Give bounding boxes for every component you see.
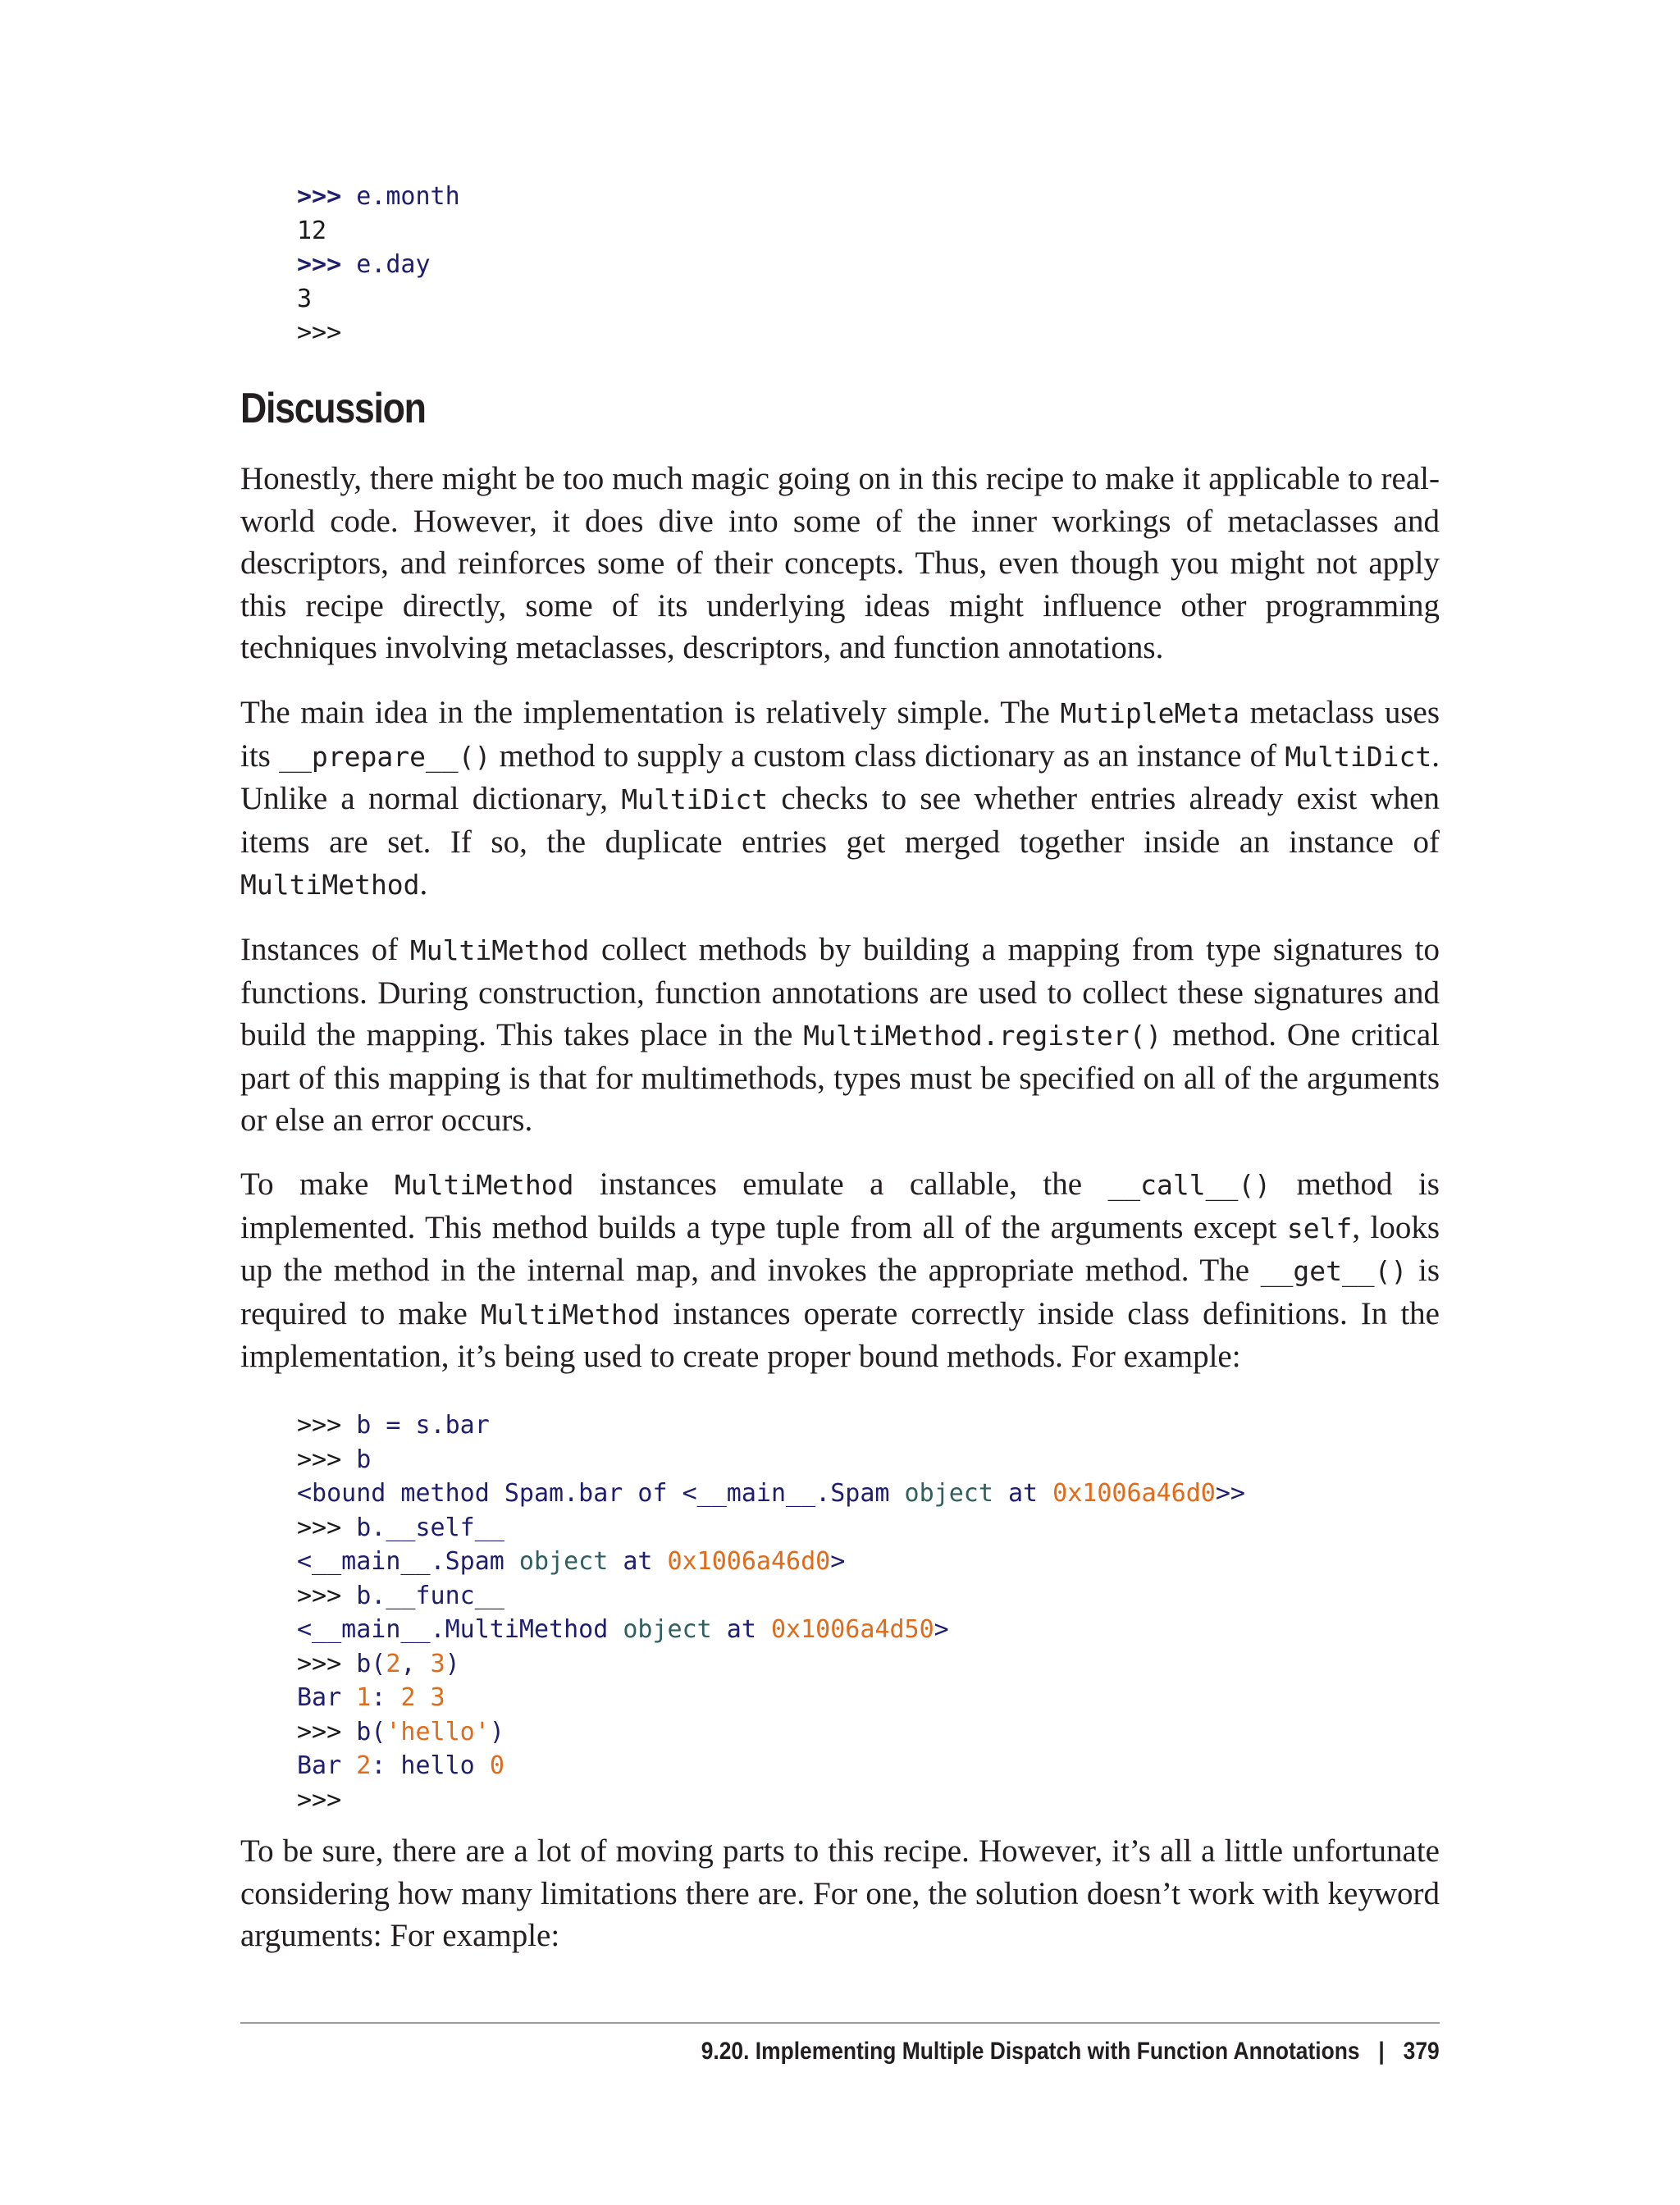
code-string: 'hello' — [386, 1717, 490, 1746]
inline-code: self — [1286, 1212, 1353, 1244]
code-prompt: >>> — [297, 1411, 342, 1440]
inline-code: MultiDict — [621, 783, 769, 815]
code-output: <__main__.MultiMethod — [297, 1615, 609, 1644]
code-output: at — [623, 1547, 653, 1576]
code-line — [297, 282, 460, 317]
code-line — [297, 1613, 1245, 1647]
section-heading: Discussion — [240, 385, 426, 432]
para-text: instances emulate a callable, the — [573, 1166, 1108, 1202]
code-prompt: >>> — [297, 250, 342, 279]
code-input: ) — [489, 1717, 504, 1746]
inline-code: __get__() — [1260, 1255, 1408, 1287]
code-input: b — [356, 1445, 372, 1474]
para-text: checks to see whether entries already exist when items are set. If so, the duplicate entries get merged together inside an instance of — [240, 781, 1440, 860]
code-input: b.__self__ — [356, 1513, 504, 1542]
code-output: 12 — [297, 216, 327, 245]
code-prompt: >>> — [297, 1785, 342, 1815]
para-text: is required to make — [240, 1253, 1440, 1331]
code-line — [297, 1715, 1245, 1750]
code-line — [297, 1545, 1245, 1579]
code-number: 2 3 — [400, 1683, 445, 1712]
code-line — [297, 248, 460, 282]
paragraph-1: Honestly, there might be too much magic going on in this recipe to make it applicable to real-world code. However, it does dive into some of the inner workings of metaclasses and descriptors, and reinforces some of their concepts. Thus, even though you might not apply this recipe directly, some of its underlying ideas might influence other programming techniques involving metaclasses, descriptors, and function annotations. — [240, 461, 1440, 665]
code-output: > — [934, 1615, 949, 1644]
code-prompt: >>> — [297, 1445, 342, 1474]
code-number: 1 — [356, 1683, 372, 1712]
code-prompt: >>> — [297, 182, 342, 211]
para-text: Instances of — [240, 932, 410, 967]
code-output: at — [1007, 1479, 1039, 1508]
para-text: method is implemented. This method builds a type tuple from all of the arguments except — [240, 1166, 1440, 1245]
inline-code: __prepare__() — [279, 740, 491, 773]
para-text: method to supply a custom class dictionary as an instance of — [491, 737, 1285, 774]
page-footer — [701, 2038, 1440, 2066]
para-text: . — [419, 866, 428, 902]
code-input: ) — [445, 1649, 460, 1678]
code-output: >> — [1215, 1479, 1245, 1508]
code-prompt: >>> — [297, 1717, 342, 1746]
code-output: : hello — [371, 1751, 490, 1780]
code-line — [297, 1579, 1245, 1614]
footer-rule — [240, 2022, 1440, 2024]
code-line — [297, 1443, 1245, 1477]
inline-code: MultiMethod — [480, 1298, 660, 1331]
code-line — [297, 1647, 1245, 1682]
code-output: Bar — [297, 1683, 357, 1712]
code-line — [297, 1511, 1245, 1545]
code-output: object — [608, 1615, 727, 1644]
page-number: 379 — [1403, 2038, 1440, 2065]
inline-code: MultiMethod — [394, 1169, 574, 1201]
code-line — [297, 180, 460, 214]
inline-code: __call__() — [1107, 1169, 1271, 1201]
code-prompt: >>> — [297, 1513, 342, 1542]
code-input: b = s.bar — [356, 1411, 490, 1440]
para-text: The main idea in the implementation is relatively simple. The — [240, 695, 1061, 730]
code-line — [297, 1783, 1245, 1818]
code-output: 3 — [297, 284, 313, 313]
code-input: b( — [356, 1717, 386, 1746]
inline-code: MultiMethod — [240, 869, 420, 901]
code-input: b( — [356, 1649, 386, 1678]
inline-code: MutipleMeta — [1060, 697, 1239, 729]
code-number: 0 — [489, 1751, 504, 1780]
code-output: : — [371, 1683, 401, 1712]
code-input: e.day — [356, 250, 431, 279]
code-line — [297, 1408, 1245, 1443]
code-line — [297, 1681, 1245, 1715]
inline-code: MultiDict — [1285, 740, 1432, 773]
code-line — [297, 316, 460, 350]
code-line — [297, 1749, 1245, 1783]
code-output: Bar — [297, 1751, 357, 1780]
para-text: , looks up the method in the internal map, and invokes the appropriate method. The — [240, 1209, 1440, 1288]
paragraph-3 — [240, 929, 1440, 1142]
code-output: 0x1006a46d0 — [652, 1547, 831, 1576]
code-output: object — [889, 1479, 1008, 1508]
code-input: , — [400, 1649, 431, 1678]
code-block-example — [297, 1408, 1245, 1817]
footer-section-title: 9.20. Implementing Multiple Dispatch with Function Annotations — [701, 2038, 1360, 2065]
code-line — [297, 1477, 1245, 1511]
code-input: e.month — [356, 182, 460, 211]
code-line — [297, 214, 460, 249]
paragraph-5: To be sure, there are a lot of moving parts to this recipe. However, it’s all a little unfortunate considering how many limitations there are. For one, the solution doesn’t work with keyword arguments: For example: — [240, 1833, 1440, 1953]
code-block-top — [297, 180, 460, 350]
paragraph-2 — [240, 692, 1440, 906]
para-text: To make — [240, 1166, 395, 1202]
paragraph-4 — [240, 1163, 1440, 1378]
para-text: method. One critical part of this mapping is that for multimethods, types must be specified on all of the arguments or else an error occurs. — [240, 1017, 1440, 1138]
code-number: 2 — [356, 1751, 372, 1780]
code-output: 0x1006a46d0 — [1038, 1479, 1216, 1508]
footer-separator: | — [1378, 2038, 1386, 2065]
para-text: collect methods by building a mapping from type signatures to functions. During construction, function annotations are used to collect these signatures and build the mapping. This takes place in the — [240, 932, 1440, 1052]
para-text: metaclass uses its — [240, 695, 1440, 774]
code-prompt: >>> — [297, 318, 342, 347]
code-number: 3 — [430, 1649, 445, 1678]
inline-code: MultiMethod — [409, 934, 590, 966]
code-output: object — [504, 1547, 623, 1576]
para-text: instances operate correctly inside class definitions. In the implementation, it’s being used to create proper bound methods. For example: — [240, 1295, 1440, 1374]
code-output: > — [830, 1547, 846, 1576]
code-prompt: >>> — [297, 1581, 342, 1610]
para-text: . Unlike a normal dictionary, — [240, 737, 1440, 816]
code-prompt: >>> — [297, 1649, 342, 1678]
code-output: <__main__.Spam — [297, 1547, 504, 1576]
code-output: 0x1006a4d50 — [756, 1615, 934, 1644]
code-output: <bound method Spam.bar of <__main__.Spam — [297, 1479, 890, 1508]
code-output: at — [726, 1615, 756, 1644]
code-input: b.__func__ — [356, 1581, 504, 1610]
inline-code: MultiMethod.register() — [803, 1020, 1162, 1052]
code-number: 2 — [386, 1649, 401, 1678]
